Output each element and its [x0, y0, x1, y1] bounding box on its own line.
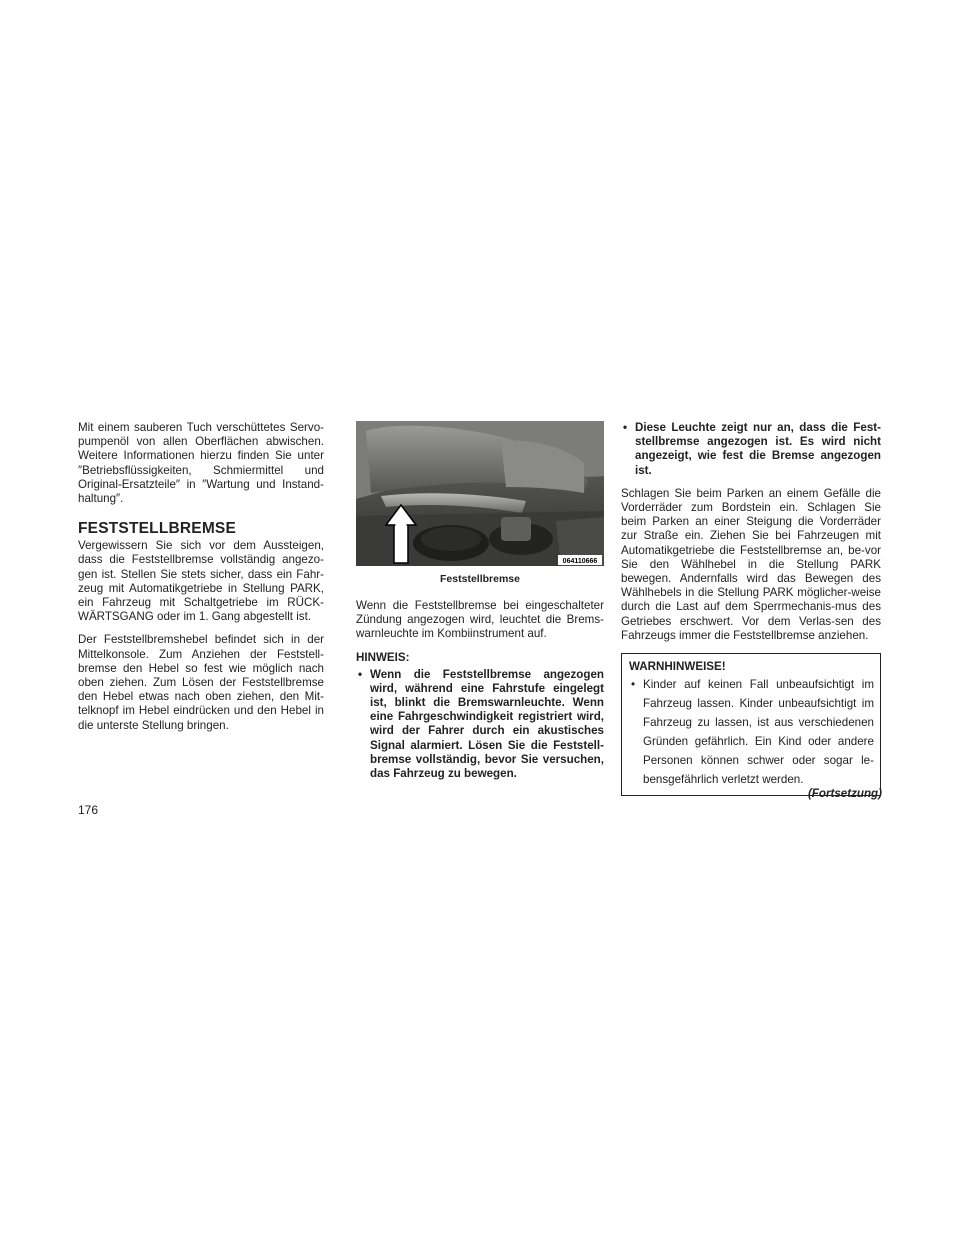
bullet-icon: •: [631, 678, 636, 692]
parking-brake-illustration: [356, 421, 604, 566]
warning-title: WARNHINWEISE!: [629, 660, 726, 674]
paragraph: Schlagen Sie beim Parken an einem Gefälle die Vorderräder zum Bordstein ein. Schlagen Sie beim Parken an einer Steigung die Vorderräder zur Straße ein. Ziehen Sie bei Fahrzeugen mit Automatikgetriebe die Feststellbremse an, be-vor Sie den Wählhebel in die Stellung PARK bewegen. Andernfalls wird das Bewegen des Wählhebels in die Stellung PARK möglicher-weise durch die Last auf dem Sperrmechanis-mus des Getriebes erschwert. Vor dem Verlas-sen des Fahrzeugs immer die Feststellbremse anziehen.: [621, 486, 881, 642]
note-bullet: [621, 421, 881, 478]
figure-caption: Feststellbremse: [440, 573, 520, 585]
section-heading: FESTSTELLBREMSE: [78, 520, 237, 538]
page-number: 176: [78, 803, 99, 817]
note-heading: HINWEIS:: [356, 650, 410, 664]
bullet-icon: •: [623, 421, 628, 434]
bullet-icon: •: [358, 667, 363, 681]
bullet-text: Diese Leuchte zeigt nur an, dass die Fest-stellbremse angezogen ist. Es wird nicht angezeigt, wie fest die Bremse angezogen ist.: [635, 421, 881, 477]
note-bullet: [356, 668, 604, 782]
warning-box: [621, 653, 881, 796]
paragraph: Der Feststellbremshebel befindet sich in der Mittelkonsole. Zum Anziehen der Feststell-bremse den Hebel so fest wie möglich nach oben ziehen. Zum Lösen der Feststellbremse den Hebel etwas nach oben ziehen, den Mit-telknopf im Hebel eindrücken und den Hebel in die unterste Stellung bringen.: [78, 633, 324, 732]
continued-label: (Fortsetzung): [807, 787, 882, 800]
bullet-text: Wenn die Feststellbremse angezogen wird, während eine Fahrstufe eingelegt ist, blinkt die Bremswarnleuchte. Wenn eine Fahrgeschwindigkeit registriert wird, wird der Fahrer durch ein akustisches Signal alarmiert. Lösen Sie die Feststell-bremse vollständig, bevor Sie versuchen, das Fahrzeug zu bewegen.: [370, 667, 604, 781]
paragraph: Vergewissern Sie sich vor dem Aussteigen, dass die Feststellbremse vollständig angezo-gen ist. Stellen Sie stets sicher, dass ein Fahr-zeug mit Automatikgetriebe in Stellung PARK, ein Fahrzeug mit Schaltgetriebe im RÜCK-WÄRTSGANG oder im 1. Gang abgestellt ist.: [78, 539, 324, 624]
bullet-text: Kinder auf keinen Fall unbeaufsichtigt im Fahrzeug lassen. Kinder unbeaufsichtigt im Fahrzeug zu lassen, ist aus verschiedenen Gründen gefährlich. Ein Kind oder andere Personen können schwer oder sogar le-bensgefährlich verletzt werden.: [643, 678, 874, 787]
parking-brake-photo: [356, 421, 604, 566]
intro-paragraph: Mit einem sauberen Tuch verschüttetes Servo-pumpenöl von allen Oberflächen abwischen. Weitere Informationen hierzu finden Sie unter ″Betriebsflüssigkeiten, Schmiermittel und Original-Ersatzteile″ in ″Wartung und Instand-haltung″.: [78, 421, 324, 506]
figure-code: 064110666: [562, 558, 598, 565]
paragraph: Wenn die Feststellbremse bei eingeschalteter Zündung angezogen wird, leuchtet die Brems-warnleuchte im Kombiinstrument auf.: [356, 599, 604, 641]
middle-column: [356, 421, 604, 790]
warning-bullet: [629, 675, 874, 789]
left-column: [78, 421, 324, 742]
right-column: [621, 421, 881, 796]
